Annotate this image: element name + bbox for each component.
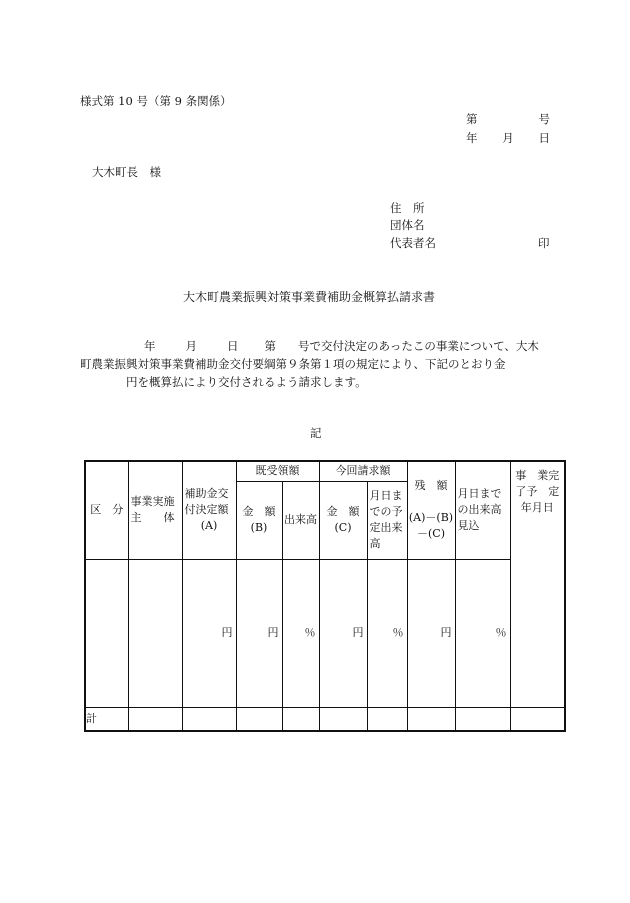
unit-yen-kiju: 円 (236, 559, 282, 707)
header-kiju-kingaku (236, 481, 282, 559)
total-label: 計 (85, 707, 128, 731)
header-tsuki-yotei: 月日までの予定出来高 (367, 481, 407, 559)
total-cell (319, 707, 367, 731)
header-konkai-kingaku-label: 金 額 (326, 505, 360, 519)
address-label: 住 所 (390, 201, 425, 215)
date-month: 月 (502, 131, 514, 145)
header-konkai-group: 今回請求額 (319, 461, 407, 481)
request-table (84, 460, 571, 732)
header-jigyo-shutai: 事業実施主 体 (128, 461, 182, 559)
header-konkai-kingaku (319, 481, 367, 559)
body-line-1 (144, 341, 539, 353)
body-month: 月 (185, 339, 197, 353)
body-day: 日 (227, 339, 239, 353)
body-text-1: 号で交付決定のあったこの事業について、大木 (298, 339, 539, 353)
total-cell (282, 707, 319, 731)
cell-jigyo-shutai (128, 559, 182, 707)
document-title: 大木町農業振興対策事業費補助金概算払請求書 (183, 290, 436, 304)
header-zangaku-formula: (A)－(B)－(C) (408, 511, 454, 541)
total-cell (510, 707, 565, 731)
body-line-2: 町農業振興対策事業費補助金交付要綱第９条第１項の規定により、下記のとおり金 (80, 357, 506, 371)
seal-mark: 印 (538, 236, 550, 250)
header-konkai-code: (C) (334, 521, 352, 534)
total-cell (455, 707, 510, 731)
header-kettei (182, 461, 236, 559)
total-cell (128, 707, 182, 731)
representative-label: 代表者名 (390, 236, 436, 250)
unit-yen-kettei: 円 (182, 559, 236, 707)
header-kanryo: 事 業完 了予 定年月日 (510, 461, 565, 707)
document-number (466, 114, 550, 126)
doc-number-suffix: 号 (538, 112, 550, 126)
unit-yen-zangaku: 円 (407, 559, 455, 707)
header-kettei-label: 補助金交付決定額 (184, 487, 229, 517)
date-day: 日 (538, 131, 550, 145)
ki-heading: 記 (310, 426, 322, 440)
header-zangaku-label: 残 額 (414, 479, 448, 493)
form-number: 様式第 10 号（第 9 条関係） (80, 94, 232, 108)
body-number-prefix: 第 (264, 339, 276, 353)
header-kiju-code: (B) (250, 521, 268, 534)
header-kiju-group: 既受領額 (236, 461, 319, 481)
unit-percent-konkai: ％ (367, 559, 407, 707)
body-year: 年 (144, 339, 156, 353)
header-kettei-code: (A) (200, 519, 218, 533)
cell-kubun (85, 559, 128, 707)
addressee: 大木町長 様 (92, 165, 161, 179)
header-dekidaka: 出来高 (282, 481, 319, 559)
header-mikomi: 月日までの出来高見込 (455, 461, 510, 559)
total-cell (407, 707, 455, 731)
total-cell (236, 707, 282, 731)
date-year: 年 (466, 131, 478, 145)
body-line-3: 円を概算払により交付されるよう請求します。 (126, 375, 367, 389)
unit-yen-konkai: 円 (319, 559, 367, 707)
total-cell (367, 707, 407, 731)
unit-percent-mikomi: ％ (455, 559, 510, 707)
header-kiju-kingaku-label: 金 額 (242, 505, 276, 519)
header-kubun: 区 分 (85, 461, 128, 559)
total-cell (182, 707, 236, 731)
unit-percent-kiju: ％ (282, 559, 319, 707)
organization-label: 団体名 (390, 218, 425, 232)
header-zangaku (407, 461, 455, 559)
document-date (466, 133, 550, 145)
doc-number-prefix: 第 (466, 112, 478, 126)
